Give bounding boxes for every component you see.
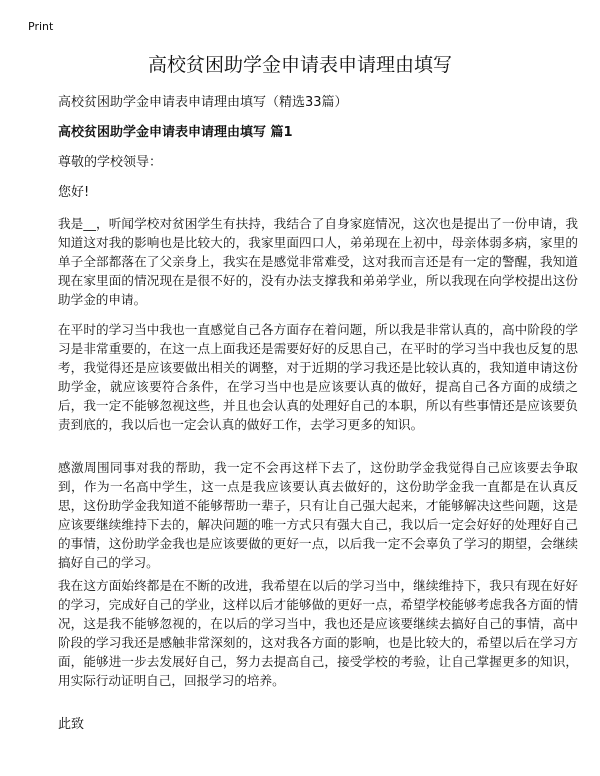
document-subtitle: 高校贫困助学金申请表申请理由填写（精选33篇） (58, 95, 348, 110)
section-heading: 高校贫困助学金申请表申请理由填写 篇1 (58, 125, 293, 140)
closing: 此致 (58, 717, 85, 732)
print-link[interactable]: Print (28, 20, 54, 33)
body-paragraph-4: 我在这方面始终都是在不断的改进，我希望在以后的学习当中，继续维持下，我只有现在好好的学习，完成好自己的学业，这样以后才能够做的更好一点，希望学校能够考虑我各方面的情况，这是我不能够忽视的，在以后的学习当中，我也还是应该要继续去搞好自己的事情，高中阶段的学习我还是感触非常深刻的，这对我各方面的影响，也是比较大的，希望以后在学习方面，能够进一步去发展好自己，努力去提高自己，接受学校的考验，让自己掌握更多的知识，用实际行动证明自己，回报学习的培养。 (58, 578, 578, 688)
body-paragraph-1: 我是__，听闻学校对贫困学生有扶持，我结合了自身家庭情况，这次也是提出了一份申请，我知道这对我的影响也是比较大的，我家里面四口人，弟弟现在上初中，母亲体弱多病，家里的单子全部都落在了父亲身上，我实在是感觉非常难受，这对我而言还是有一定的警醒，我知道现在家里面的情况现在是很不好的，没有办法支撑我和弟弟学业，所以我现在向学校提出这份助学金的申请。 (58, 216, 578, 307)
body-paragraph-3: 感激周围同事对我的帮助，我一定不会再这样下去了，这份助学金我觉得自己应该要去争取到，作为一名高中学生，这一点是我应该要认真去做好的，这份助学金我一直都是在认真反思，这份助学金我知道不能够帮助一辈子，只有让自己强大起来，才能够解决这些问题，这是应该要继续维持下去的，解决问题的唯一方式只有强大自己，我以后一定会好好的处理好自己的事情，这份助学金我也是应该要做的更好一点，以后我一定不会辜负了学习的期望，会继续搞好自己的学习。 (58, 460, 578, 570)
greeting: 您好! (58, 185, 90, 200)
body-paragraph-2: 在平时的学习当中我也一直感觉自己各方面存在着问题，所以我是非常认真的，高中阶段的学习是非常重要的，在这一点上面我还是需要好好的反思自己，在平时的学习当中我也反复的思考，我觉得还是应该要做出相关的调整，对于近期的学习我还是比较认真的，我知道申请这份助学金，就应该要符合条件，在学习当中也是应该要认真的做好，提高自己各方面的成绩之后，我一定不能够忽视这些，并且也会认真的处理好自己的本职，所以有些事情还是应该要负责到底的，我以后也一定会认真的做好工作，去学习更多的知识。 (58, 322, 578, 432)
salutation: 尊敬的学校领导： (58, 155, 163, 170)
page-title: 高校贫困助学金申请表申请理由填写 (147, 54, 452, 76)
